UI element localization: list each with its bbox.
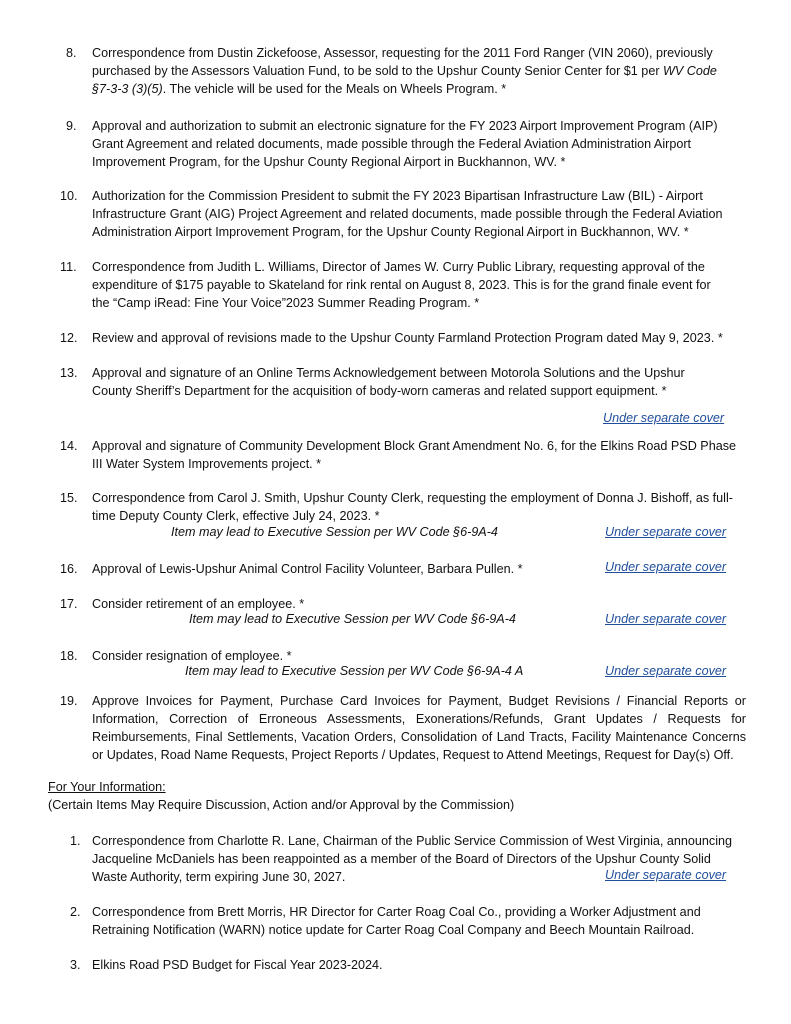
item-line: expenditure of $175 payable to Skateland for rink rental on August 8, 2023. This is for the grand finale event for: [92, 278, 711, 292]
under-separate-cover-link[interactable]: Under separate cover: [605, 525, 727, 539]
item-line: purchased by the Assessors Valuation Fund, to be sold to the Upshur County Senior Center for $1 per WV Code: [92, 64, 717, 78]
item-line: Correspondence from Dustin Zickefoose, Assessor, requesting for the 2011 Ford Ranger (VIN 2060), previously: [92, 46, 713, 60]
under-separate-cover-link[interactable]: Under separate cover: [605, 868, 727, 882]
agenda-item-13: [60, 364, 746, 400]
item-line: Improvement Program, for the Upshur County Regional Airport in Buckhannon, WV. *: [92, 155, 566, 169]
executive-session-note: Item may lead to Executive Session per WV Code §6-9A-4: [171, 525, 498, 539]
agenda-item-17: [60, 595, 746, 613]
item-line: Approval and signature of Community Development Block Grant Amendment No. 6, for the Elkins Road PSD Phase: [92, 439, 737, 453]
item-line: County Sheriff’s Department for the acquisition of body-worn cameras and related support equipment. *: [92, 384, 667, 398]
item-line: Correspondence from Judith L. Williams, Director of James W. Curry Public Library, requesting approval of the: [92, 260, 705, 274]
item-number: 15.: [60, 491, 78, 505]
under-separate-cover-link[interactable]: Under separate cover: [605, 664, 727, 678]
fyi-title: For Your Information:: [48, 780, 166, 794]
item-number: 9.: [66, 119, 77, 133]
item-number: 18.: [60, 649, 78, 663]
item-line: Correspondence from Carol J. Smith, Upshur County Clerk, requesting the employment of Donna J. Bishoff, as full-: [92, 491, 733, 505]
fyi-item-3: [66, 956, 746, 974]
under-separate-cover-link[interactable]: Under separate cover: [605, 612, 727, 626]
item-line: Jacqueline McDaniels has been reappointed as a member of the Board of Directors of the Upshur County Solid: [92, 852, 711, 866]
under-separate-cover-link[interactable]: Under separate cover: [605, 560, 727, 574]
agenda-item-14: [60, 437, 746, 473]
agenda-item-19: [60, 692, 746, 764]
agenda-item-15: [60, 489, 746, 525]
item-number: 19.: [60, 694, 78, 708]
code-section: §7-3-3 (3)(5): [92, 82, 163, 96]
item-number: 2.: [70, 905, 81, 919]
item-line: Approval of Lewis-Upshur Animal Control Facility Volunteer, Barbara Pullen. *: [92, 562, 523, 576]
item-line: Grant Agreement and related documents, made possible through the Federal Aviation Administration Airport: [92, 137, 692, 151]
fyi-subtitle: (Certain Items May Require Discussion, Action and/or Approval by the Commission): [48, 798, 515, 812]
item-line: Correspondence from Charlotte R. Lane, Chairman of the Public Service Commission of West Virginia, announcing: [92, 834, 733, 848]
item-number: 11.: [60, 260, 77, 274]
item-number: 12.: [60, 331, 78, 345]
agenda-item-9: [66, 117, 746, 171]
item-line: Consider resignation of employee. *: [92, 649, 292, 663]
item-number: 8.: [66, 46, 77, 60]
executive-session-note: Item may lead to Executive Session per WV Code §6-9A-4 A: [185, 664, 524, 678]
under-separate-cover-link[interactable]: Under separate cover: [603, 411, 725, 425]
item-line: Retraining Notification (WARN) notice update for Carter Roag Coal Company and Beech Mountain Railroad.: [92, 923, 695, 937]
agenda-item-8: [66, 44, 746, 98]
item-number: 10.: [60, 189, 78, 203]
item-number: 1.: [70, 834, 81, 848]
item-line: Review and approval of revisions made to the Upshur County Farmland Protection Program dated May 9, 2023. *: [92, 331, 723, 345]
item-number: 16.: [60, 562, 78, 576]
item-line: the “Camp iRead: Fine Your Voice”2023 Summer Reading Program. *: [92, 296, 480, 310]
agenda-item-10: [60, 187, 746, 241]
item-paragraph: Approve Invoices for Payment, Purchase Card Invoices for Payment, Budget Revisions / Financial Reports or Information, Correction of Erroneous Assessments, Exonerations/Refunds, Grant Updates / Requests for Reimbursements, Final Settlements, Vacation Orders, Consolidation of Land Tracts, Facility Maintenance Concerns or Updates, Road Name Requests, Project Reports / Updates, Request to Attend Meetings, Request for Day(s) Off.: [92, 694, 746, 762]
item-line: time Deputy County Clerk, effective July 24, 2023. *: [92, 509, 380, 523]
item-line: Elkins Road PSD Budget for Fiscal Year 2023-2024.: [92, 958, 383, 972]
item-number: 13.: [60, 366, 78, 380]
agenda-item-12: [60, 329, 746, 347]
item-line: §7-3-3 (3)(5). The vehicle will be used for the Meals on Wheels Program. *: [92, 82, 507, 96]
item-line: Approval and signature of an Online Terms Acknowledgement between Motorola Solutions and the Upshur: [92, 366, 685, 380]
agenda-item-11: [60, 258, 746, 312]
item-line: III Water System Improvements project. *: [92, 457, 322, 471]
item-line: Infrastructure Grant (AIG) Project Agreement and related documents, made possible through the Federal Aviation: [92, 207, 723, 221]
item-line: Correspondence from Brett Morris, HR Director for Carter Roag Coal Co., providing a Worker Adjustment and: [92, 905, 701, 919]
wv-code-ref: WV Code: [663, 64, 717, 78]
item-line: Approval and authorization to submit an electronic signature for the FY 2023 Airport Improvement Program (AIP): [92, 119, 718, 133]
item-line: Consider retirement of an employee. *: [92, 597, 305, 611]
executive-session-note: Item may lead to Executive Session per WV Code §6-9A-4: [189, 612, 516, 626]
item-line: Waste Authority, term expiring June 30, 2027.: [92, 870, 346, 884]
agenda-item-18: [60, 647, 746, 665]
item-number: 14.: [60, 439, 78, 453]
item-line: Administration Airport Improvement Program, for the Upshur County Regional Airport in Buckhannon, WV. *: [92, 225, 689, 239]
item-number: 17.: [60, 597, 78, 611]
item-line: Authorization for the Commission President to submit the FY 2023 Bipartisan Infrastructure Law (BIL) - Airport: [92, 189, 703, 203]
fyi-item-2: [66, 903, 746, 939]
item-number: 3.: [70, 958, 81, 972]
